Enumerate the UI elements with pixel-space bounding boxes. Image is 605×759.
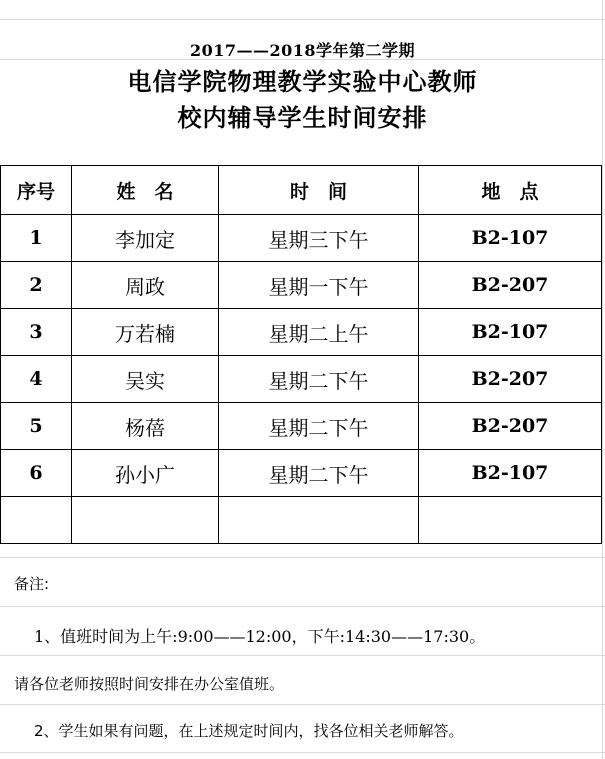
grid-line xyxy=(0,655,605,656)
note-student-questions: 2、学生如果有问题，在上述规定时间内，找各位相关老师解答。 xyxy=(34,722,464,740)
duty-place: B2-207 xyxy=(419,262,602,309)
empty-cell xyxy=(419,497,602,544)
row-number: 3 xyxy=(1,309,72,356)
table-row xyxy=(1,262,602,309)
row-number: 1 xyxy=(1,215,72,262)
duty-time: 星期二下午 xyxy=(219,403,419,450)
column-header-time: 时 间 xyxy=(219,166,419,215)
duty-place: B2-107 xyxy=(419,309,602,356)
column-header-name: 姓 名 xyxy=(72,166,219,215)
table-row xyxy=(1,356,602,403)
table-row xyxy=(1,215,602,262)
teacher-name: 李加定 xyxy=(72,215,219,262)
empty-cell xyxy=(72,497,219,544)
empty-cell xyxy=(219,497,419,544)
column-header-place: 地 点 xyxy=(419,166,602,215)
duty-time: 星期二下午 xyxy=(219,356,419,403)
teacher-name: 周政 xyxy=(72,262,219,309)
schedule-table xyxy=(0,165,602,544)
note-office-duty: 请各位老师按照时间安排在办公室值班。 xyxy=(14,675,285,693)
term-label: 2017——2018学年第二学期 xyxy=(189,41,416,60)
note-duty-hours: 1、值班时间为上午:9:00——12:00，下午:14:30——17:30。 xyxy=(34,627,486,646)
duty-time: 星期二上午 xyxy=(219,309,419,356)
row-number: 6 xyxy=(1,450,72,497)
duty-time: 星期二下午 xyxy=(219,450,419,497)
table-row xyxy=(1,450,602,497)
page-title: 电信学院物理教学实验中心教师 xyxy=(127,67,478,96)
empty-cell xyxy=(1,497,72,544)
table-row xyxy=(1,309,602,356)
duty-place: B2-107 xyxy=(419,215,602,262)
page-subtitle: 校内辅导学生时间安排 xyxy=(177,103,428,132)
teacher-name: 孙小广 xyxy=(72,450,219,497)
row-number: 2 xyxy=(1,262,72,309)
teacher-name: 吴实 xyxy=(72,356,219,403)
duty-place: B2-207 xyxy=(419,356,602,403)
row-number: 5 xyxy=(1,403,72,450)
column-header-no: 序号 xyxy=(1,166,72,215)
duty-time: 星期三下午 xyxy=(219,215,419,262)
teacher-name: 杨蓓 xyxy=(72,403,219,450)
table-header-row xyxy=(1,166,602,215)
grid-line xyxy=(0,606,605,607)
duty-place: B2-107 xyxy=(419,450,602,497)
empty-table-row xyxy=(1,497,602,544)
duty-place: B2-207 xyxy=(419,403,602,450)
row-number: 4 xyxy=(1,356,72,403)
table-row xyxy=(1,403,602,450)
grid-line xyxy=(0,704,605,705)
teacher-name: 万若楠 xyxy=(72,309,219,356)
grid-line xyxy=(0,557,605,558)
duty-time: 星期一下午 xyxy=(219,262,419,309)
grid-line xyxy=(0,752,605,753)
notes-label: 备注: xyxy=(14,575,50,593)
document-header xyxy=(0,0,605,164)
